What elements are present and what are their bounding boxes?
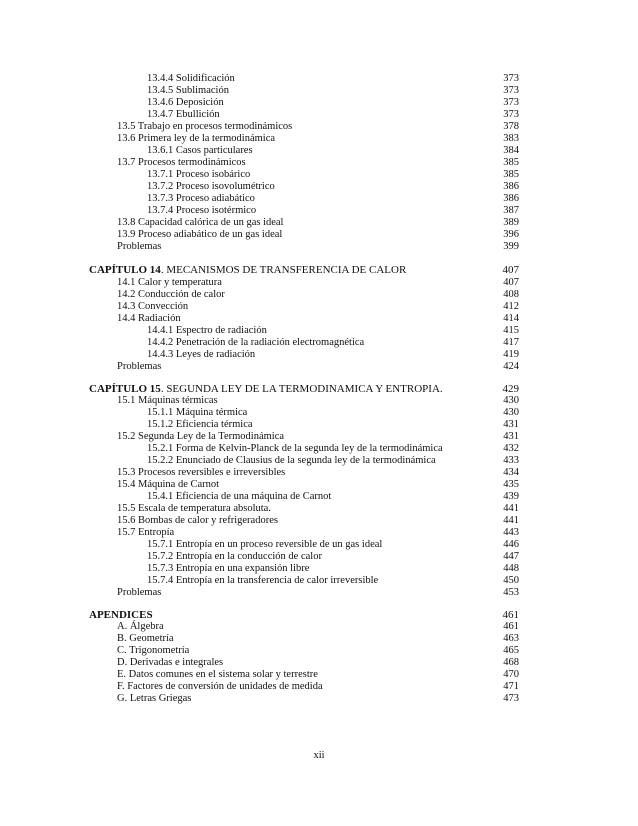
toc-entry-title [89, 264, 406, 276]
toc-entry [0, 85, 638, 97]
toc-entry [0, 455, 638, 467]
toc-entry [0, 73, 638, 85]
page-number: xii [313, 750, 325, 761]
toc-entry [0, 515, 638, 527]
toc-entry [0, 563, 638, 575]
toc-entry [0, 657, 638, 669]
toc-entry [0, 169, 638, 181]
toc-entry [0, 693, 638, 705]
toc-entry [0, 301, 638, 313]
toc-entry [0, 133, 638, 145]
toc-page-number: 461 [503, 621, 519, 632]
toc-entry-title: 15.3 Procesos reversibles e irreversibles [117, 467, 286, 478]
toc-entry-title: 15.7.2 Entropía en la conducción de calor [147, 551, 322, 562]
toc-entry-title: 14.2 Conducción de calor [117, 289, 225, 300]
toc-page-number: 453 [503, 587, 519, 598]
toc-entry-title: Problemas [117, 241, 162, 252]
toc-entry-title: 13.7.3 Proceso adiabático [147, 193, 255, 204]
toc-entry-title: E. Datos comunes en el sistema solar y terrestre [117, 669, 318, 680]
toc-entry [0, 97, 638, 109]
toc-entry-title: C. Trigonometría [117, 645, 190, 656]
toc-entry-title: 15.7 Entropía [117, 527, 175, 538]
toc-entry [0, 633, 638, 645]
toc-page-number: 387 [503, 205, 519, 216]
toc-entry [0, 361, 638, 373]
toc-page-number: 441 [503, 515, 519, 526]
toc-entry-title: 15.4 Máquina de Carnot [117, 479, 220, 490]
toc-chapter-title: . MECANISMOS DE TRANSFERENCIA DE CALOR [160, 264, 407, 276]
toc-chapter-heading [0, 264, 638, 276]
toc-entry [0, 121, 638, 133]
toc-page-number: 373 [503, 97, 519, 108]
toc-page-number: 463 [503, 633, 519, 644]
toc-chapter-label: CAPÍTULO 15 [89, 383, 161, 395]
toc-entry [0, 217, 638, 229]
toc-page-number: 383 [503, 133, 519, 144]
toc-entry-title: 13.7.1 Proceso isobárico [147, 169, 251, 180]
toc-entry [0, 443, 638, 455]
toc-entry-title: 15.7.3 Entropía en una expansión libre [147, 563, 310, 574]
toc-entry [0, 575, 638, 587]
toc-page-number: 415 [503, 325, 519, 336]
toc-page-number: 396 [503, 229, 519, 240]
toc-entry [0, 145, 638, 157]
toc-entry-title: 14.4.1 Espectro de radiación [147, 325, 267, 336]
toc-chapter-heading [0, 609, 638, 621]
toc-page-number: 447 [503, 551, 519, 562]
toc-entry-title [89, 609, 153, 621]
toc-page-number: 386 [503, 193, 519, 204]
toc-entry-title: 15.6 Bombas de calor y refrigeradores [117, 515, 278, 526]
toc-entry-title: 15.4.1 Eficiencia de una máquina de Carnot [147, 491, 332, 502]
toc-entry [0, 229, 638, 241]
toc-entry-title: 13.4.4 Solidificación [147, 73, 235, 84]
toc-entry-title: A. Álgebra [117, 621, 164, 632]
toc-entry-title: 15.1.1 Máquina térmica [147, 407, 248, 418]
toc-entry [0, 645, 638, 657]
toc-entry [0, 491, 638, 503]
toc-page-number: 439 [503, 491, 519, 502]
toc-entry [0, 587, 638, 599]
toc-entry-title: 14.3 Convección [117, 301, 189, 312]
toc-page-number: 419 [503, 349, 519, 360]
toc-entry [0, 681, 638, 693]
toc-entry-title: 15.1.2 Eficiencia térmica [147, 419, 253, 430]
toc-page-number: 470 [503, 669, 519, 680]
toc-entry-title: 13.6.1 Casos particulares [147, 145, 253, 156]
toc-page-number: 448 [503, 563, 519, 574]
toc-page-number: 429 [502, 383, 519, 395]
toc-page-number: 385 [503, 169, 519, 180]
toc-entry-title: 14.1 Calor y temperatura [117, 277, 222, 288]
toc-page-number: 407 [502, 264, 519, 276]
toc-entry-title: G. Letras Griegas [117, 693, 192, 704]
toc-entry [0, 337, 638, 349]
toc-entry [0, 431, 638, 443]
toc-page-number: 461 [502, 609, 519, 621]
toc-entry [0, 621, 638, 633]
toc-page-number: 441 [503, 503, 519, 514]
toc-page-number: 430 [503, 407, 519, 418]
toc-entry-title: 14.4.3 Leyes de radiación [147, 349, 256, 360]
toc-entry-title: 15.7.1 Entropía en un proceso reversible de un gas ideal [147, 539, 383, 550]
toc-entry-title: 13.7.2 Proceso isovolumétrico [147, 181, 275, 192]
toc-entry-title: 15.7.4 Entropía en la transferencia de calor irreversible [147, 575, 379, 586]
toc-entry-title: 15.2 Segunda Ley de la Termodinámica [117, 431, 285, 442]
toc-entry [0, 313, 638, 325]
toc-entry [0, 419, 638, 431]
toc-entry-title: 13.5 Trabajo en procesos termodinámicos [117, 121, 293, 132]
toc-entry-title: 15.2.1 Forma de Kelvin-Planck de la segunda ley de la termodinámica [147, 443, 443, 454]
toc-entry-title: 13.4.5 Sublimación [147, 85, 229, 96]
toc-entry [0, 407, 638, 419]
toc-entry [0, 157, 638, 169]
toc-page-number: 417 [503, 337, 519, 348]
toc-page-number: 424 [503, 361, 519, 372]
toc-entry [0, 181, 638, 193]
toc-chapter-heading [0, 383, 638, 395]
toc-page-number: 407 [503, 277, 519, 288]
toc-entry-title: 14.4 Radiación [117, 313, 181, 324]
toc-page-number: 471 [503, 681, 519, 692]
toc-page-number: 465 [503, 645, 519, 656]
toc-page-number: 431 [503, 431, 519, 442]
toc-entry [0, 109, 638, 121]
toc-page-number: 386 [503, 181, 519, 192]
toc-entry-title: B. Geometría [117, 633, 174, 644]
toc-page-number: 389 [503, 217, 519, 228]
toc-entry-title: Problemas [117, 587, 162, 598]
toc-page-number: 431 [503, 419, 519, 430]
toc-page-number: 446 [503, 539, 519, 550]
toc-entry [0, 193, 638, 205]
toc-entry [0, 277, 638, 289]
toc-chapter-label: APENDICES [89, 609, 153, 621]
toc-entry [0, 241, 638, 253]
toc-page-number: 468 [503, 657, 519, 668]
toc-page-number: 399 [503, 241, 519, 252]
toc-entry-title: 13.4.7 Ebullición [147, 109, 220, 120]
toc-page-number: 414 [503, 313, 519, 324]
toc-entry-title: 13.7 Procesos termodinámicos [117, 157, 246, 168]
toc-page-number: 473 [503, 693, 519, 704]
toc-entry [0, 289, 638, 301]
toc-entry-title: 14.4.2 Penetración de la radiación electromagnética [147, 337, 365, 348]
toc-page-number: 435 [503, 479, 519, 490]
toc-page-number: 412 [503, 301, 519, 312]
toc-entry-title: 13.7.4 Proceso isotérmico [147, 205, 257, 216]
toc-page-number: 443 [503, 527, 519, 538]
toc-entry [0, 467, 638, 479]
toc-page-number: 385 [503, 157, 519, 168]
toc-entry [0, 669, 638, 681]
toc-entry-title: 15.1 Máquinas térmicas [117, 395, 218, 406]
toc-entry-title: 13.8 Capacidad calórica de un gas ideal [117, 217, 284, 228]
toc-entry [0, 527, 638, 539]
toc-page-number: 373 [503, 109, 519, 120]
toc-entry [0, 325, 638, 337]
toc-page-number: 378 [503, 121, 519, 132]
toc-entry-title: 13.9 Proceso adiabático de un gas ideal [117, 229, 283, 240]
toc-entry [0, 503, 638, 515]
toc-entry [0, 349, 638, 361]
toc-entry-title: Problemas [117, 361, 162, 372]
toc-entry-title: 13.6 Primera ley de la termodinámica [117, 133, 276, 144]
toc-entry [0, 551, 638, 563]
toc-page-number: 373 [503, 73, 519, 84]
toc-page-number: 384 [503, 145, 519, 156]
toc-entry-title: 15.5 Escala de temperatura absoluta. [117, 503, 271, 514]
toc-entry-title: 15.2.2 Enunciado de Clausius de la segunda ley de la termodinámica [147, 455, 436, 466]
toc-entry [0, 539, 638, 551]
toc-page-number: 408 [503, 289, 519, 300]
toc-chapter-title: . SEGUNDA LEY DE LA TERMODINAMICA Y ENTROPIA. [160, 383, 443, 395]
toc-page-number: 434 [503, 467, 519, 478]
toc-entry [0, 479, 638, 491]
toc-page-number: 373 [503, 85, 519, 96]
toc-chapter-label: CAPÍTULO 14 [89, 264, 161, 276]
toc-page-number: 450 [503, 575, 519, 586]
toc-entry-title: 13.4.6 Deposición [147, 97, 224, 108]
toc-page-number: 433 [503, 455, 519, 466]
toc-page-number: 430 [503, 395, 519, 406]
toc-entry [0, 205, 638, 217]
toc-entry [0, 395, 638, 407]
toc-entry-title: F. Factores de conversión de unidades de medida [117, 681, 323, 692]
toc-entry-title [89, 383, 443, 395]
toc-page-number: 432 [503, 443, 519, 454]
toc-entry-title: D. Derivadas e integrales [117, 657, 224, 668]
